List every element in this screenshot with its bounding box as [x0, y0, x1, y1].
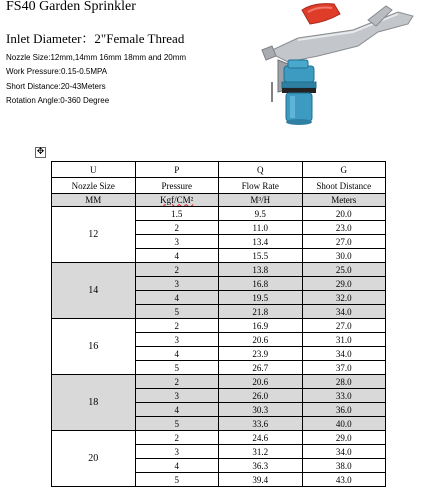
inlet-diameter: Inlet Diameter：2"Female Thread	[6, 31, 185, 46]
spec-nozzle-size: Nozzle Size:12mm,14mm 16mm 18mm and 20mm	[6, 53, 187, 62]
header-unit: Meters	[302, 194, 386, 207]
table-header-units	[52, 194, 386, 207]
pressure-cell: 4	[135, 347, 219, 361]
pressure-cell: 2	[135, 431, 219, 445]
flow-rate-cell: 11.0	[219, 221, 303, 235]
flow-rate-cell: 13.4	[219, 235, 303, 249]
spec-work-pressure: Work Pressure:0.15-0.5MPA	[6, 67, 108, 76]
flow-rate-cell: 26.0	[219, 389, 303, 403]
flow-rate-cell: 9.5	[219, 207, 303, 221]
shoot-distance-cell: 43.0	[302, 473, 386, 487]
shoot-distance-cell: 25.0	[302, 263, 386, 277]
shoot-distance-cell: 28.0	[302, 375, 386, 389]
header-letter: Q	[219, 162, 303, 178]
header-letter: P	[135, 162, 219, 178]
header-unit-text: Kgf/CM²	[160, 194, 194, 205]
flow-rate-cell: 16.9	[219, 319, 303, 333]
flow-rate-cell: 20.6	[219, 375, 303, 389]
shoot-distance-cell: 30.0	[302, 249, 386, 263]
pressure-cell: 5	[135, 417, 219, 431]
table-row	[52, 431, 386, 445]
pressure-cell: 5	[135, 305, 219, 319]
spec-rotation-angle: Rotation Angle:0-360 Degree	[6, 96, 110, 105]
pressure-cell: 1.5	[135, 207, 219, 221]
shoot-distance-cell: 23.0	[302, 221, 386, 235]
flow-rate-cell: 33.6	[219, 417, 303, 431]
pressure-cell: 4	[135, 291, 219, 305]
shoot-distance-cell: 36.0	[302, 403, 386, 417]
flow-rate-cell: 36.3	[219, 459, 303, 473]
pressure-cell: 4	[135, 459, 219, 473]
shoot-distance-cell: 33.0	[302, 389, 386, 403]
header-name: Pressure	[135, 178, 219, 194]
pressure-cell: 3	[135, 235, 219, 249]
flow-rate-cell: 31.2	[219, 445, 303, 459]
header-letter: G	[302, 162, 386, 178]
nozzle-size-cell: 16	[52, 319, 136, 375]
shoot-distance-cell: 37.0	[302, 361, 386, 375]
header-letter: U	[52, 162, 136, 178]
header-name: Nozzle Size	[52, 178, 136, 194]
shoot-distance-cell: 20.0	[302, 207, 386, 221]
flow-rate-cell: 15.5	[219, 249, 303, 263]
flow-rate-cell: 30.3	[219, 403, 303, 417]
pressure-cell: 3	[135, 389, 219, 403]
pressure-cell: 2	[135, 263, 219, 277]
nozzle-size-cell: 18	[52, 375, 136, 431]
flow-rate-cell: 24.6	[219, 431, 303, 445]
table-move-handle-icon[interactable]: ✥	[36, 147, 45, 157]
performance-table	[51, 161, 386, 487]
pressure-cell: 2	[135, 375, 219, 389]
table-row	[52, 319, 386, 333]
shoot-distance-cell: 29.0	[302, 277, 386, 291]
flow-rate-cell: 23.9	[219, 347, 303, 361]
header-unit: M³/H	[219, 194, 303, 207]
pressure-cell: 4	[135, 249, 219, 263]
table-row	[52, 263, 386, 277]
shoot-distance-cell: 34.0	[302, 445, 386, 459]
pressure-cell: 2	[135, 221, 219, 235]
pressure-cell: 5	[135, 361, 219, 375]
shoot-distance-cell: 32.0	[302, 291, 386, 305]
nozzle-size-cell: 20	[52, 431, 136, 487]
pressure-cell: 4	[135, 403, 219, 417]
table-row	[52, 375, 386, 389]
shoot-distance-cell: 34.0	[302, 347, 386, 361]
document-title: FS40 Garden Sprinkler	[6, 0, 136, 14]
shoot-distance-cell: 29.0	[302, 431, 386, 445]
pressure-cell: 3	[135, 445, 219, 459]
flow-rate-cell: 20.6	[219, 333, 303, 347]
shoot-distance-cell: 27.0	[302, 319, 386, 333]
table-header-names	[52, 178, 386, 194]
table-row	[52, 207, 386, 221]
nozzle-size-cell: 12	[52, 207, 136, 263]
pressure-cell: 3	[135, 277, 219, 291]
shoot-distance-cell: 38.0	[302, 459, 386, 473]
header-unit	[135, 194, 219, 207]
header-unit: MM	[52, 194, 136, 207]
flow-rate-cell: 21.8	[219, 305, 303, 319]
spec-short-distance: Short Distance:20-43Meters	[6, 82, 106, 91]
flow-rate-cell: 39.4	[219, 473, 303, 487]
table-header-letters	[52, 162, 386, 178]
shoot-distance-cell: 34.0	[302, 305, 386, 319]
flow-rate-cell: 13.8	[219, 263, 303, 277]
flow-rate-cell: 16.8	[219, 277, 303, 291]
header-name: Flow Rate	[219, 178, 303, 194]
flow-rate-cell: 19.5	[219, 291, 303, 305]
shoot-distance-cell: 27.0	[302, 235, 386, 249]
flow-rate-cell: 26.7	[219, 361, 303, 375]
pressure-cell: 3	[135, 333, 219, 347]
sprinkler-product-image	[258, 0, 418, 132]
pressure-cell: 2	[135, 319, 219, 333]
pressure-cell: 5	[135, 473, 219, 487]
shoot-distance-cell: 40.0	[302, 417, 386, 431]
header-name: Shoot Distance	[302, 178, 386, 194]
nozzle-size-cell: 14	[52, 263, 136, 319]
shoot-distance-cell: 31.0	[302, 333, 386, 347]
